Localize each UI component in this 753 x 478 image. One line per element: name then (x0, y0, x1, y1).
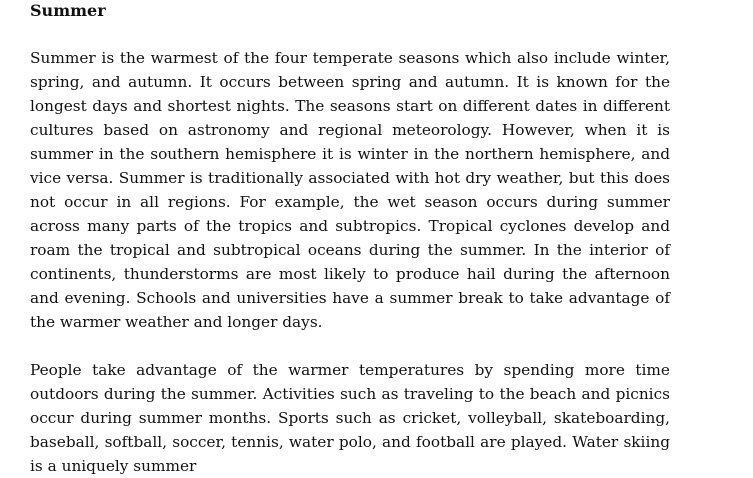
document-title: Summer (30, 1, 106, 20)
document-page (30, 0, 670, 478)
paragraph-2: People take advantage of the warmer temperatures by spending more time outdoors during the summer. Activities such as traveling to the beach and picnics occur during summer months. Sports such as cricket, volleyball, skateboarding, baseball, softball, soccer, tennis, water polo, and football are played. Water skiing is a uniquely summer (30, 361, 670, 475)
paragraph-1: Summer is the warmest of the four temperate seasons which also include winter, spring, and autumn. It occurs between spring and autumn. It is known for the longest days and shortest nights. The seasons start on different dates in different cultures based on astronomy and regional meteorology. However, when it is summer in the southern hemisphere it is winter in the northern hemisphere, and vice versa. Summer is traditionally associated with hot dry weather, but this does not occur in all regions. For example, the wet season occurs during summer across many parts of the tropics and subtropics. Tropical cyclones develop and roam the tropical and subtropical oceans during the summer. In the interior of continents, thunderstorms are most likely to produce hail during the afternoon and evening. Schools and universities have a summer break to take advantage of the warmer weather and longer days. (30, 49, 670, 331)
